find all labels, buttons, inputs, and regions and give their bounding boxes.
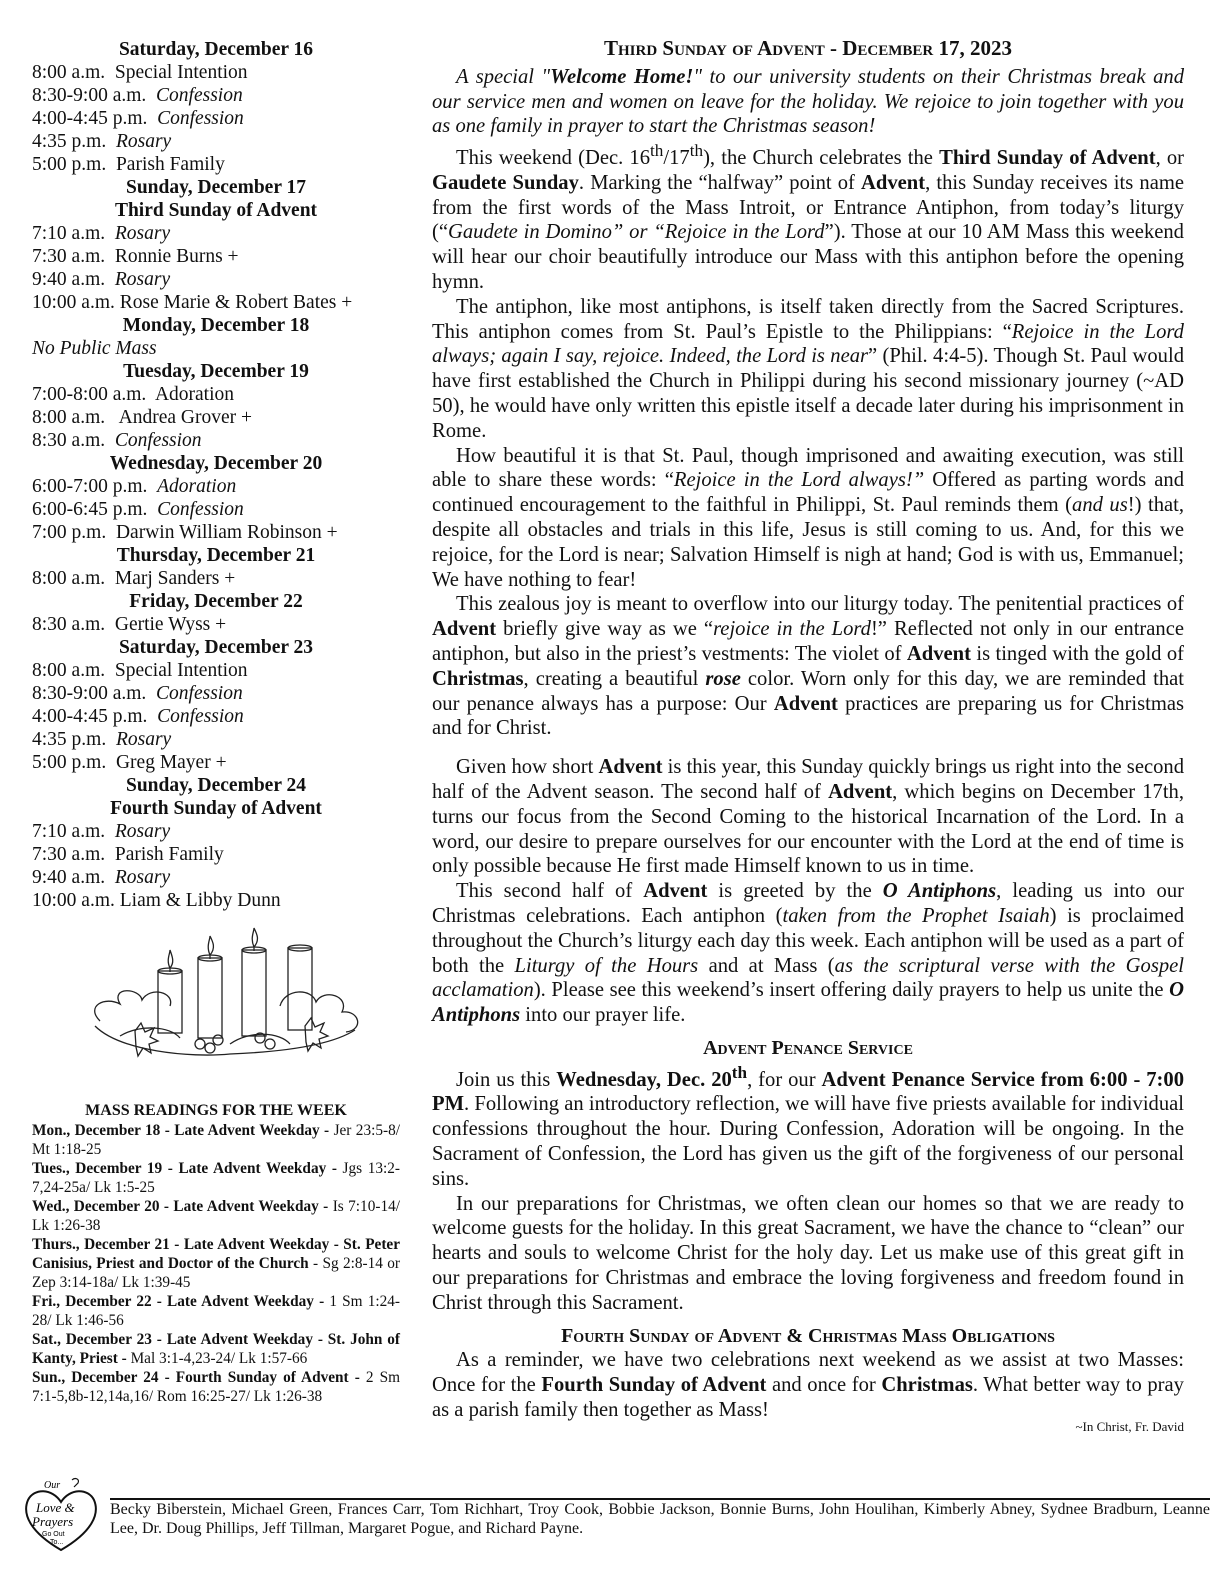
schedule-entry: 8:30 a.m. Confession (32, 430, 202, 451)
prayer-list-footer (20, 1476, 1210, 1556)
schedule-entry: 10:00 a.m. Liam & Libby Dunn (32, 890, 281, 911)
article-title: Third Sunday of Advent - December 17, 2023 (604, 36, 1012, 60)
paragraph-st-paul: How beautiful it is that St. Paul, though imprisoned and awaiting execution, was still able to share these words: “Rejoice in the Lord always!” Offered as parting words and continued encouragement to the faithful in Philippi, St. Paul reminds them (and us!) that, despite all obstacles and trials in this life, Jesus is still coming to us. And, for this we rejoice, for the Lord is near; Salvation Himself is nigh at hand; God is with us, Emmanuel; We have nothing to fear! (432, 444, 1185, 591)
schedule-entry: 4:35 p.m. Rosary (32, 131, 172, 152)
schedule-entry: 7:10 a.m. Rosary (32, 223, 171, 244)
schedule-entry: 9:40 a.m. Rosary (32, 269, 171, 290)
schedule-day-heading: Wednesday, December 20 (109, 453, 323, 474)
schedule-entry: 4:35 p.m. Rosary (32, 729, 172, 750)
schedule-entry: 6:00-7:00 p.m. Adoration (32, 476, 237, 497)
schedule-day-heading: Third Sunday of Advent (114, 200, 318, 221)
schedule-day-heading: Tuesday, December 19 (123, 361, 309, 382)
schedule-entry: 6:00-6:45 p.m. Confession (32, 499, 244, 520)
schedule-entry: 7:30 a.m. Ronnie Burns + (32, 246, 239, 267)
svg-text:Love &: Love & (36, 1500, 75, 1515)
schedule-entry: 8:00 a.m. Andrea Grover + (32, 407, 253, 428)
reading-item: Fri., December 22 - Late Advent Weekday - 1 Sm 1:24-28/ Lk 1:46-56 (32, 1293, 400, 1329)
signature: ~In Christ, Fr. David (1075, 1418, 1184, 1434)
reading-item: Thurs., December 21 - Late Advent Weekday - St. Peter Canisius, Priest and Doctor of the Church - Sg 2:8-14 or Zep 3:14-18a/ Lk 1:39-45 (32, 1236, 400, 1291)
paragraph-penance-service: Join us this Wednesday, Dec. 20th, for our Advent Penance Service from 6:00 - 7:00 PM. Following an introductory reflection, we will have five priests available for individual confessions throughout the hour. During Confession, Adoration will be ongoing. In the Sacrament of Confession, the Lord has given us the gift of the forgiveness of our personal sins. (432, 1062, 1185, 1190)
reading-item: Sun., December 24 - Fourth Sunday of Advent - 2 Sm 7:1-5,8b-12,14a,16/ Rom 16:25-27/ Lk 1:26-38 (32, 1369, 400, 1405)
schedule-entry: 4:00-4:45 p.m. Confession (32, 706, 244, 727)
penance-service-heading: Advent Penance Service (703, 1036, 913, 1059)
paragraph-o-antiphons: This second half of Advent is greeted by the O Antiphons, leading us into our Christmas celebrations. Each antiphon (taken from the Prophet Isaiah) is proclaimed throughout the Church’s liturgy each day this week. Each antiphon will be used as a part of both the Liturgy of the Hours and at Mass (as the scriptural verse with the Gospel acclamation). Please see this weekend’s insert offering daily prayers to help us unite the O Antiphons into our prayer life. (432, 880, 1185, 1027)
schedule-entry: 8:30 a.m. Gertie Wyss + (32, 614, 227, 635)
schedule-entry: 9:40 a.m. Rosary (32, 867, 171, 888)
mass-readings (32, 1101, 400, 1406)
schedule-day-heading: Saturday, December 16 (118, 39, 314, 60)
mass-schedule (32, 38, 400, 912)
schedule-entry: 8:30-9:00 a.m. Confession (32, 85, 243, 106)
paragraph-second-half: Given how short Advent is this year, this Sunday quickly brings us right into the second half of the Advent season. The second half of Advent, which begins on December 17th, turns our focus from the Second Coming to the historical Incarnation of the Lord. In a word, our desire to prepare ourselves for our encounter with the Lord at the end of time is only possible because He first made Himself known to us in time. (432, 756, 1184, 878)
schedule-entry: 7:30 a.m. Parish Family (32, 844, 224, 865)
paragraph-zealous-joy: This zealous joy is meant to overflow into our liturgy today. The penitential practices of Advent briefly give way as we “rejoice in the Lord!” Reflected not only in our entrance antiphon, but also in the priest’s vestments: The violet of Advent is tinged with the gold of Christmas, creating a beautiful rose color. Worn only for this day, we are reminded that our penance always has a purpose: Our Advent practices are preparing us for Christmas and for Christ. (432, 593, 1185, 740)
reading-item: Tues., December 19 - Late Advent Weekday - Jgs 13:2-7,24-25a/ Lk 1:5-25 (32, 1160, 400, 1196)
schedule-entry: 8:00 a.m. Special Intention (32, 62, 248, 83)
schedule-entry: 7:00-8:00 a.m. Adoration (32, 384, 235, 405)
schedule-day-heading: Sunday, December 17 (125, 177, 307, 198)
svg-text:Our: Our (44, 1480, 61, 1491)
schedule-entry: 7:10 a.m. Rosary (32, 821, 171, 842)
schedule-entry: 5:00 p.m. Greg Mayer + (32, 752, 227, 773)
paragraph-obligations: As a reminder, we have two celebrations next weekend as we assist at two Masses: Once for the Fourth Sunday of Advent and once for Christmas. What better way to pray as a parish family then together as Mass! (432, 1349, 1184, 1421)
schedule-day-heading: Friday, December 22 (129, 591, 303, 612)
svg-text:To...: To... (50, 1539, 64, 1546)
schedule-entry: No Public Mass (32, 338, 157, 359)
schedule-entry: 10:00 a.m. Rose Marie & Robert Bates + (32, 292, 353, 313)
schedule-entry: 8:00 a.m. Special Intention (32, 660, 248, 681)
schedule-day-heading: Monday, December 18 (122, 315, 310, 336)
schedule-day-heading: Sunday, December 24 (125, 775, 307, 796)
paragraph-antiphon: The antiphon, like most antiphons, is itself taken directly from the Sacred Scriptures. This antiphon comes from St. Paul’s Epistle to the Philippians: “Rejoice in the Lord always; again I say, rejoice. Indeed, the Lord is near” (Phil. 4:4-5). Though St. Paul would have first established the Church in Philippi during his second missionary journey (~AD 50), he would have only written this epistle itself a decade later during his imprisonment in Rome. (432, 295, 1184, 442)
mass-obligations-heading: Fourth Sunday of Advent & Christmas Mass Obligations (561, 1324, 1055, 1347)
schedule-day-heading: Thursday, December 21 (116, 545, 316, 566)
article-column (432, 36, 1184, 1434)
schedule-entry: 7:00 p.m. Darwin William Robinson + (32, 522, 338, 543)
reading-item: Sat., December 23 - Late Advent Weekday - St. John of Kanty, Priest - Mal 3:1-4,23-24/ Lk 1:57-66 (32, 1331, 400, 1367)
svg-text:Prayers: Prayers (32, 1514, 74, 1529)
schedule-entry: 8:30-9:00 a.m. Confession (32, 683, 243, 704)
schedule-entry: 4:00-4:45 p.m. Confession (32, 108, 244, 129)
readings-list (32, 1121, 400, 1406)
welcome-paragraph: A special "Welcome Home!" to our university students on their Christmas break and our service men and women on leave for the holiday. We rejoice to join together with you as one family in prayer to start the Christmas season! (432, 65, 1185, 138)
prayer-names: Becky Biberstein, Michael Green, Frances Carr, Tom Richhart, Troy Cook, Bobbie Jackson, Bonnie Burns, John Houlihan, Kimberly Abney, Sydnee Bradburn, Leanne Lee, Dr. Doug Phillips, Jeff Tillman, Margaret Pogue, and Richard Payne. (110, 1501, 1210, 1537)
schedule-entry: 8:00 a.m. Marj Sanders + (32, 568, 236, 589)
advent-wreath-illustration (80, 926, 370, 1066)
reading-item: Wed., December 20 - Late Advent Weekday - Is 7:10-14/ Lk 1:26-38 (32, 1198, 400, 1234)
schedule-day-heading: Fourth Sunday of Advent (110, 798, 322, 819)
paragraph-gaudete: This weekend (Dec. 16th/17th), the Church celebrates the Third Sunday of Advent, or Gaudete Sunday. Marking the “halfway” point of Advent, this Sunday receives its name from the first words of the Mass Introit, or Entrance Antiphon, from today’s liturgy (“Gaudete in Domino” or “Rejoice in the Lord”). Those at our 10 AM Mass this weekend will hear our choir beautifully introduce our Mass with this antiphon before the opening hymn. (432, 141, 1185, 294)
schedule-entry: 5:00 p.m. Parish Family (32, 154, 225, 175)
schedule-day-heading: Saturday, December 23 (118, 637, 314, 658)
left-column (32, 38, 400, 1406)
readings-heading: MASS READINGS FOR THE WEEK (85, 1102, 347, 1119)
reading-item: Mon., December 18 - Late Advent Weekday - Jer 23:5-8/ Mt 1:18-25 (32, 1122, 400, 1158)
svg-text:Go Out: Go Out (42, 1531, 65, 1538)
paragraph-preparations: In our preparations for Christmas, we often clean our homes so that we are ready to welcome guests for the holiday. In this great Sacrament, we have the chance to “clean” our hearts and souls to welcome Christ for the holy day. Let us make use of this great gift in our preparations for Christmas and embrace the loving forgiveness and freedom found in Christ through this Sacrament. (432, 1192, 1184, 1314)
love-and-prayers-logo (20, 1476, 102, 1556)
